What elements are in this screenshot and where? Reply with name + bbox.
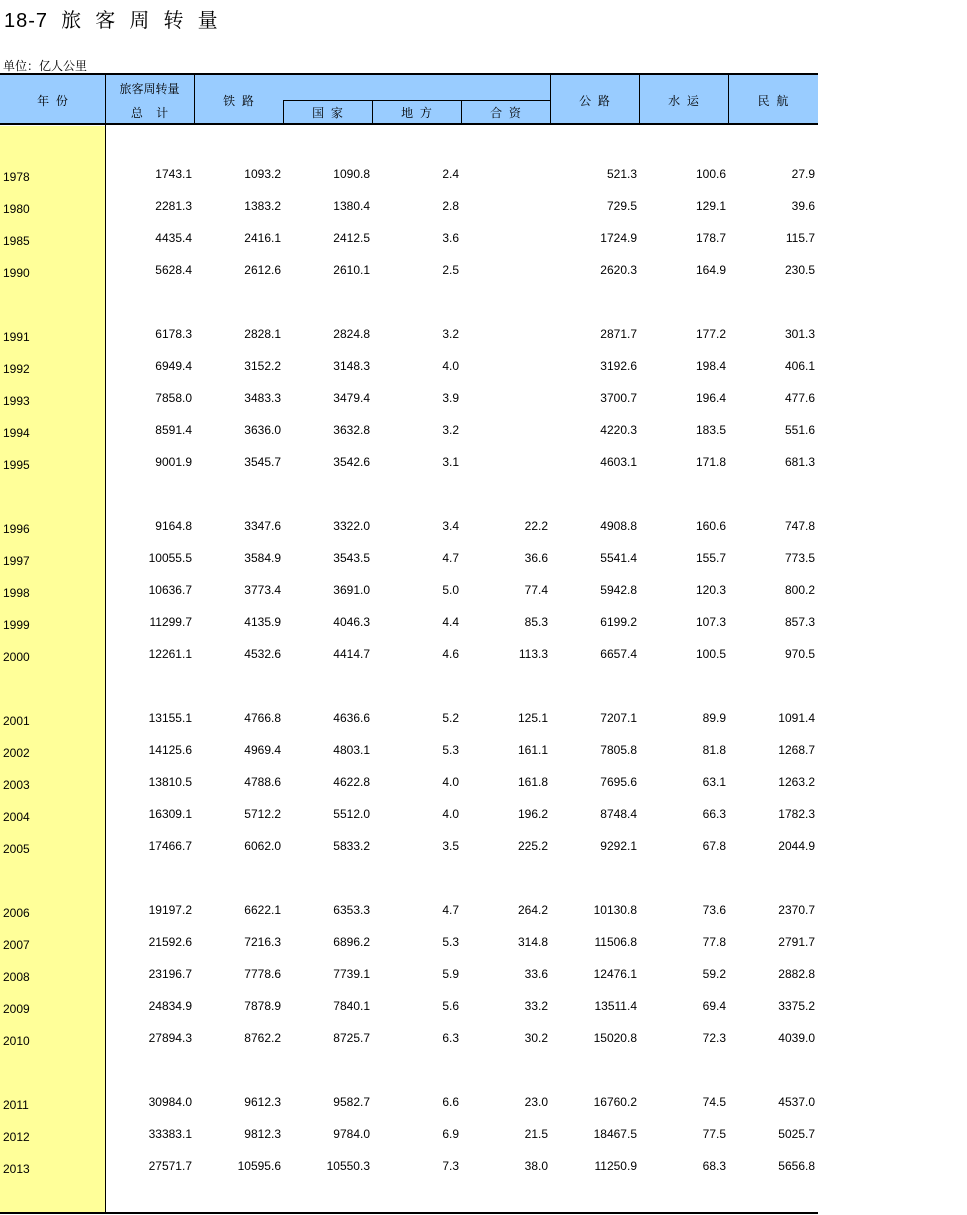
header-divider bbox=[550, 75, 551, 123]
cell-state: 7739.1 bbox=[333, 967, 370, 981]
cell-year: 1999 bbox=[3, 618, 30, 632]
cell-state: 6896.2 bbox=[333, 935, 370, 949]
cell-year: 2005 bbox=[3, 842, 30, 856]
cell-railway: 6622.1 bbox=[244, 903, 281, 917]
cell-local: 6.9 bbox=[442, 1127, 459, 1141]
cell-local: 4.7 bbox=[442, 903, 459, 917]
cell-total: 9001.9 bbox=[155, 455, 192, 469]
cell-year: 1980 bbox=[3, 202, 30, 216]
cell-aviation: 857.3 bbox=[784, 615, 815, 629]
cell-railway: 9612.3 bbox=[244, 1095, 281, 1109]
unit-label: 单位：亿人公里 bbox=[3, 59, 88, 73]
header-local: 地 方 bbox=[401, 106, 432, 120]
cell-joint: 36.6 bbox=[524, 551, 548, 565]
cell-railway: 1383.2 bbox=[244, 199, 281, 213]
cell-joint: 23.0 bbox=[524, 1095, 548, 1109]
cell-aviation: 2882.8 bbox=[778, 967, 815, 981]
cell-railway: 3584.9 bbox=[244, 551, 281, 565]
cell-local: 4.7 bbox=[442, 551, 459, 565]
cell-aviation: 39.6 bbox=[791, 199, 815, 213]
header-subdivider bbox=[283, 100, 550, 101]
cell-state: 2412.5 bbox=[333, 231, 370, 245]
cell-local: 5.2 bbox=[442, 711, 459, 725]
table-row bbox=[0, 551, 818, 571]
cell-aviation: 800.2 bbox=[784, 583, 815, 597]
cell-highway: 8748.4 bbox=[600, 807, 637, 821]
cell-highway: 4220.3 bbox=[600, 423, 637, 437]
cell-railway: 1093.2 bbox=[244, 167, 281, 181]
table-row bbox=[0, 775, 818, 795]
header-divider bbox=[461, 100, 462, 123]
cell-total: 23196.7 bbox=[148, 967, 192, 981]
header-divider bbox=[194, 75, 195, 123]
cell-total: 19197.2 bbox=[148, 903, 192, 917]
table-row bbox=[0, 999, 818, 1019]
cell-state: 1380.4 bbox=[333, 199, 370, 213]
cell-state: 3691.0 bbox=[333, 583, 370, 597]
table-row bbox=[0, 583, 818, 603]
cell-joint: 196.2 bbox=[517, 807, 548, 821]
cell-waterway: 171.8 bbox=[695, 455, 726, 469]
cell-state: 5833.2 bbox=[333, 839, 370, 853]
cell-railway: 2416.1 bbox=[244, 231, 281, 245]
cell-year: 2007 bbox=[3, 938, 30, 952]
cell-year: 1985 bbox=[3, 234, 30, 248]
table-row bbox=[0, 711, 818, 731]
cell-aviation: 2044.9 bbox=[778, 839, 815, 853]
cell-railway: 3152.2 bbox=[244, 359, 281, 373]
cell-state: 8725.7 bbox=[333, 1031, 370, 1045]
cell-highway: 18467.5 bbox=[593, 1127, 637, 1141]
cell-aviation: 1782.3 bbox=[778, 807, 815, 821]
cell-year: 2004 bbox=[3, 810, 30, 824]
cell-total: 27571.7 bbox=[148, 1159, 192, 1173]
cell-local: 3.2 bbox=[442, 423, 459, 437]
cell-waterway: 129.1 bbox=[695, 199, 726, 213]
cell-year: 2009 bbox=[3, 1002, 30, 1016]
cell-highway: 11250.9 bbox=[594, 1159, 637, 1173]
header-waterway: 水 运 bbox=[668, 94, 699, 108]
cell-railway: 10595.6 bbox=[237, 1159, 281, 1173]
cell-state: 4636.6 bbox=[333, 711, 370, 725]
cell-highway: 2620.3 bbox=[600, 263, 637, 277]
table-row bbox=[0, 391, 818, 411]
cell-railway: 3636.0 bbox=[244, 423, 281, 437]
cell-state: 3479.4 bbox=[333, 391, 370, 405]
cell-joint: 33.2 bbox=[524, 999, 548, 1013]
cell-highway: 1724.9 bbox=[600, 231, 637, 245]
cell-year: 2000 bbox=[3, 650, 30, 664]
cell-total: 6949.4 bbox=[155, 359, 192, 373]
table-title: 18-7 旅 客 周 转 量 bbox=[4, 10, 219, 32]
header-joint: 合 资 bbox=[490, 106, 521, 120]
cell-aviation: 2791.7 bbox=[778, 935, 815, 949]
cell-joint: 85.3 bbox=[524, 615, 548, 629]
cell-waterway: 68.3 bbox=[702, 1159, 726, 1173]
cell-railway: 3347.6 bbox=[244, 519, 281, 533]
cell-waterway: 155.7 bbox=[695, 551, 726, 565]
cell-highway: 15020.8 bbox=[593, 1031, 637, 1045]
cell-local: 3.6 bbox=[442, 231, 459, 245]
cell-waterway: 63.1 bbox=[702, 775, 726, 789]
cell-local: 5.9 bbox=[442, 967, 459, 981]
cell-state: 2610.1 bbox=[333, 263, 370, 277]
cell-highway: 4603.1 bbox=[600, 455, 637, 469]
cell-aviation: 747.8 bbox=[784, 519, 815, 533]
cell-aviation: 970.5 bbox=[784, 647, 815, 661]
cell-joint: 264.2 bbox=[517, 903, 548, 917]
cell-total: 5628.4 bbox=[155, 263, 192, 277]
table-row bbox=[0, 839, 818, 859]
cell-aviation: 1268.7 bbox=[778, 743, 815, 757]
cell-highway: 5541.4 bbox=[600, 551, 637, 565]
cell-railway: 4766.8 bbox=[244, 711, 281, 725]
cell-highway: 10130.8 bbox=[593, 903, 637, 917]
cell-railway: 2612.6 bbox=[244, 263, 281, 277]
cell-total: 9164.8 bbox=[155, 519, 192, 533]
cell-year: 1992 bbox=[3, 362, 30, 376]
table-row bbox=[0, 1031, 818, 1051]
cell-total: 16309.1 bbox=[148, 807, 192, 821]
cell-year: 2008 bbox=[3, 970, 30, 984]
cell-highway: 13511.4 bbox=[594, 999, 637, 1013]
cell-joint: 77.4 bbox=[524, 583, 548, 597]
cell-joint: 113.3 bbox=[518, 647, 548, 661]
cell-waterway: 198.4 bbox=[695, 359, 726, 373]
header-highway: 公 路 bbox=[579, 94, 610, 108]
cell-highway: 729.5 bbox=[606, 199, 637, 213]
cell-state: 7840.1 bbox=[333, 999, 370, 1013]
cell-railway: 7878.9 bbox=[244, 999, 281, 1013]
table-row bbox=[0, 935, 818, 955]
table-row bbox=[0, 359, 818, 379]
cell-local: 6.3 bbox=[442, 1031, 459, 1045]
cell-joint: 21.5 bbox=[524, 1127, 548, 1141]
cell-local: 4.0 bbox=[442, 359, 459, 373]
cell-highway: 16760.2 bbox=[593, 1095, 637, 1109]
table-row bbox=[0, 167, 818, 187]
cell-waterway: 177.2 bbox=[695, 327, 726, 341]
cell-aviation: 477.6 bbox=[784, 391, 815, 405]
cell-aviation: 5656.8 bbox=[778, 1159, 815, 1173]
cell-total: 10055.5 bbox=[148, 551, 192, 565]
cell-aviation: 5025.7 bbox=[778, 1127, 815, 1141]
cell-year: 1993 bbox=[3, 394, 30, 408]
table-row bbox=[0, 1127, 818, 1147]
cell-year: 1978 bbox=[3, 170, 30, 184]
cell-local: 2.8 bbox=[442, 199, 459, 213]
cell-railway: 4969.4 bbox=[244, 743, 281, 757]
cell-waterway: 89.9 bbox=[702, 711, 726, 725]
cell-joint: 225.2 bbox=[517, 839, 548, 853]
cell-highway: 2871.7 bbox=[600, 327, 637, 341]
cell-aviation: 2370.7 bbox=[778, 903, 815, 917]
cell-aviation: 1263.2 bbox=[778, 775, 815, 789]
cell-year: 2011 bbox=[3, 1098, 29, 1112]
header-state: 国 家 bbox=[312, 106, 343, 120]
cell-year: 1991 bbox=[3, 330, 30, 344]
table-row bbox=[0, 615, 818, 635]
cell-aviation: 4039.0 bbox=[778, 1031, 815, 1045]
cell-total: 10636.7 bbox=[148, 583, 192, 597]
cell-railway: 3483.3 bbox=[244, 391, 281, 405]
cell-state: 4414.7 bbox=[333, 647, 370, 661]
cell-railway: 2828.1 bbox=[244, 327, 281, 341]
cell-joint: 30.2 bbox=[524, 1031, 548, 1045]
cell-year: 2010 bbox=[3, 1034, 30, 1048]
cell-local: 2.4 bbox=[442, 167, 459, 181]
cell-state: 3148.3 bbox=[333, 359, 370, 373]
cell-local: 3.2 bbox=[442, 327, 459, 341]
cell-total: 4435.4 bbox=[155, 231, 192, 245]
header-divider bbox=[372, 100, 373, 123]
cell-year: 2006 bbox=[3, 906, 30, 920]
cell-state: 4803.1 bbox=[333, 743, 370, 757]
cell-highway: 3700.7 bbox=[600, 391, 637, 405]
cell-waterway: 73.6 bbox=[702, 903, 726, 917]
table-row bbox=[0, 743, 818, 763]
cell-state: 4046.3 bbox=[333, 615, 370, 629]
cell-year: 1996 bbox=[3, 522, 30, 536]
cell-year: 2003 bbox=[3, 778, 30, 792]
table-row bbox=[0, 199, 818, 219]
cell-waterway: 100.6 bbox=[695, 167, 726, 181]
header-divider bbox=[105, 75, 106, 123]
cell-aviation: 1091.4 bbox=[778, 711, 815, 725]
cell-railway: 9812.3 bbox=[244, 1127, 281, 1141]
cell-state: 9784.0 bbox=[333, 1127, 370, 1141]
table-row bbox=[0, 455, 818, 475]
cell-state: 1090.8 bbox=[333, 167, 370, 181]
cell-joint: 22.2 bbox=[524, 519, 548, 533]
table-row bbox=[0, 1159, 818, 1179]
cell-waterway: 67.8 bbox=[702, 839, 726, 853]
cell-year: 2012 bbox=[3, 1130, 30, 1144]
cell-year: 1990 bbox=[3, 266, 30, 280]
cell-total: 14125.6 bbox=[148, 743, 192, 757]
cell-year: 1998 bbox=[3, 586, 30, 600]
cell-total: 11299.7 bbox=[149, 615, 192, 629]
cell-local: 5.6 bbox=[442, 999, 459, 1013]
cell-local: 4.6 bbox=[442, 647, 459, 661]
table-row bbox=[0, 903, 818, 923]
cell-joint: 33.6 bbox=[524, 967, 548, 981]
cell-total: 30984.0 bbox=[148, 1095, 192, 1109]
cell-aviation: 4537.0 bbox=[778, 1095, 815, 1109]
cell-waterway: 77.5 bbox=[702, 1127, 726, 1141]
cell-year: 1997 bbox=[3, 554, 30, 568]
cell-highway: 4908.8 bbox=[600, 519, 637, 533]
cell-year: 2001 bbox=[3, 714, 30, 728]
table-row bbox=[0, 423, 818, 443]
header-railway: 铁 路 bbox=[223, 94, 254, 108]
cell-local: 4.0 bbox=[442, 775, 459, 789]
cell-total: 33383.1 bbox=[148, 1127, 192, 1141]
cell-state: 3632.8 bbox=[333, 423, 370, 437]
cell-total: 21592.6 bbox=[148, 935, 192, 949]
cell-waterway: 196.4 bbox=[695, 391, 726, 405]
table-row bbox=[0, 327, 818, 347]
cell-joint: 161.1 bbox=[517, 743, 548, 757]
cell-waterway: 74.5 bbox=[702, 1095, 726, 1109]
cell-highway: 11506.8 bbox=[594, 935, 637, 949]
cell-railway: 7216.3 bbox=[244, 935, 281, 949]
header-year: 年 份 bbox=[37, 94, 68, 108]
cell-state: 3542.6 bbox=[333, 455, 370, 469]
cell-total: 27894.3 bbox=[148, 1031, 192, 1045]
cell-joint: 161.8 bbox=[517, 775, 548, 789]
cell-aviation: 301.3 bbox=[784, 327, 815, 341]
cell-total: 1743.1 bbox=[155, 167, 192, 181]
cell-railway: 3773.4 bbox=[244, 583, 281, 597]
cell-year: 2002 bbox=[3, 746, 30, 760]
cell-railway: 7778.6 bbox=[244, 967, 281, 981]
cell-waterway: 107.3 bbox=[695, 615, 726, 629]
cell-total: 13155.1 bbox=[148, 711, 192, 725]
cell-highway: 7207.1 bbox=[600, 711, 637, 725]
cell-highway: 6199.2 bbox=[600, 615, 637, 629]
cell-state: 5512.0 bbox=[333, 807, 370, 821]
cell-joint: 125.1 bbox=[517, 711, 548, 725]
cell-highway: 9292.1 bbox=[600, 839, 637, 853]
header-aviation: 民 航 bbox=[757, 94, 789, 108]
header-total-top: 旅客周转量 bbox=[119, 82, 180, 96]
cell-highway: 7805.8 bbox=[600, 743, 637, 757]
cell-aviation: 681.3 bbox=[784, 455, 815, 469]
cell-waterway: 81.8 bbox=[702, 743, 726, 757]
cell-aviation: 230.5 bbox=[784, 263, 815, 277]
cell-highway: 521.3 bbox=[606, 167, 637, 181]
cell-waterway: 183.5 bbox=[695, 423, 726, 437]
cell-aviation: 3375.2 bbox=[778, 999, 815, 1013]
table-row bbox=[0, 807, 818, 827]
cell-state: 10550.3 bbox=[326, 1159, 370, 1173]
cell-total: 7858.0 bbox=[155, 391, 192, 405]
cell-highway: 3192.6 bbox=[600, 359, 637, 373]
table-header bbox=[0, 73, 818, 125]
cell-total: 17466.7 bbox=[148, 839, 192, 853]
cell-waterway: 66.3 bbox=[702, 807, 726, 821]
cell-state: 6353.3 bbox=[333, 903, 370, 917]
table-row bbox=[0, 967, 818, 987]
cell-aviation: 773.5 bbox=[784, 551, 815, 565]
cell-joint: 38.0 bbox=[524, 1159, 548, 1173]
table-row bbox=[0, 1095, 818, 1115]
cell-waterway: 100.5 bbox=[695, 647, 726, 661]
header-divider bbox=[639, 75, 640, 123]
cell-railway: 4135.9 bbox=[244, 615, 281, 629]
cell-local: 5.0 bbox=[442, 583, 459, 597]
cell-local: 2.5 bbox=[442, 263, 459, 277]
cell-waterway: 120.3 bbox=[695, 583, 726, 597]
cell-year: 2013 bbox=[3, 1162, 30, 1176]
cell-state: 2824.8 bbox=[333, 327, 370, 341]
cell-local: 4.4 bbox=[442, 615, 459, 629]
cell-aviation: 406.1 bbox=[784, 359, 815, 373]
table-row bbox=[0, 231, 818, 251]
cell-railway: 4788.6 bbox=[244, 775, 281, 789]
cell-total: 8591.4 bbox=[155, 423, 192, 437]
header-divider bbox=[283, 100, 284, 123]
table-row bbox=[0, 647, 818, 667]
cell-aviation: 551.6 bbox=[784, 423, 815, 437]
cell-highway: 12476.1 bbox=[593, 967, 637, 981]
cell-local: 3.9 bbox=[442, 391, 459, 405]
cell-year: 1995 bbox=[3, 458, 30, 472]
cell-local: 3.1 bbox=[442, 455, 459, 469]
cell-railway: 4532.6 bbox=[244, 647, 281, 661]
cell-local: 4.0 bbox=[442, 807, 459, 821]
table-row bbox=[0, 263, 818, 283]
cell-waterway: 59.2 bbox=[702, 967, 726, 981]
cell-total: 6178.3 bbox=[155, 327, 192, 341]
cell-local: 6.6 bbox=[442, 1095, 459, 1109]
cell-waterway: 69.4 bbox=[702, 999, 726, 1013]
cell-railway: 8762.2 bbox=[244, 1031, 281, 1045]
cell-total: 2281.3 bbox=[155, 199, 192, 213]
header-divider bbox=[728, 75, 729, 123]
cell-railway: 6062.0 bbox=[244, 839, 281, 853]
cell-total: 13810.5 bbox=[148, 775, 192, 789]
cell-year: 1994 bbox=[3, 426, 30, 440]
cell-highway: 6657.4 bbox=[600, 647, 637, 661]
cell-aviation: 27.9 bbox=[791, 167, 815, 181]
cell-waterway: 178.7 bbox=[695, 231, 726, 245]
cell-total: 24834.9 bbox=[148, 999, 192, 1013]
cell-local: 3.4 bbox=[442, 519, 459, 533]
cell-highway: 7695.6 bbox=[600, 775, 637, 789]
table-row bbox=[0, 519, 818, 539]
cell-waterway: 164.9 bbox=[695, 263, 726, 277]
cell-local: 5.3 bbox=[442, 935, 459, 949]
cell-total: 12261.1 bbox=[148, 647, 192, 661]
cell-local: 5.3 bbox=[442, 743, 459, 757]
cell-local: 7.3 bbox=[442, 1159, 459, 1173]
cell-waterway: 72.3 bbox=[702, 1031, 726, 1045]
cell-joint: 314.8 bbox=[517, 935, 548, 949]
cell-highway: 5942.8 bbox=[600, 583, 637, 597]
table-bottom-rule bbox=[0, 1212, 818, 1214]
cell-aviation: 115.7 bbox=[785, 231, 815, 245]
cell-waterway: 160.6 bbox=[695, 519, 726, 533]
cell-state: 3543.5 bbox=[333, 551, 370, 565]
cell-state: 9582.7 bbox=[333, 1095, 370, 1109]
cell-state: 4622.8 bbox=[333, 775, 370, 789]
cell-state: 3322.0 bbox=[333, 519, 370, 533]
cell-waterway: 77.8 bbox=[702, 935, 726, 949]
header-total-bottom: 总 计 bbox=[130, 106, 169, 120]
cell-local: 3.5 bbox=[442, 839, 459, 853]
cell-railway: 5712.2 bbox=[244, 807, 281, 821]
cell-railway: 3545.7 bbox=[244, 455, 281, 469]
